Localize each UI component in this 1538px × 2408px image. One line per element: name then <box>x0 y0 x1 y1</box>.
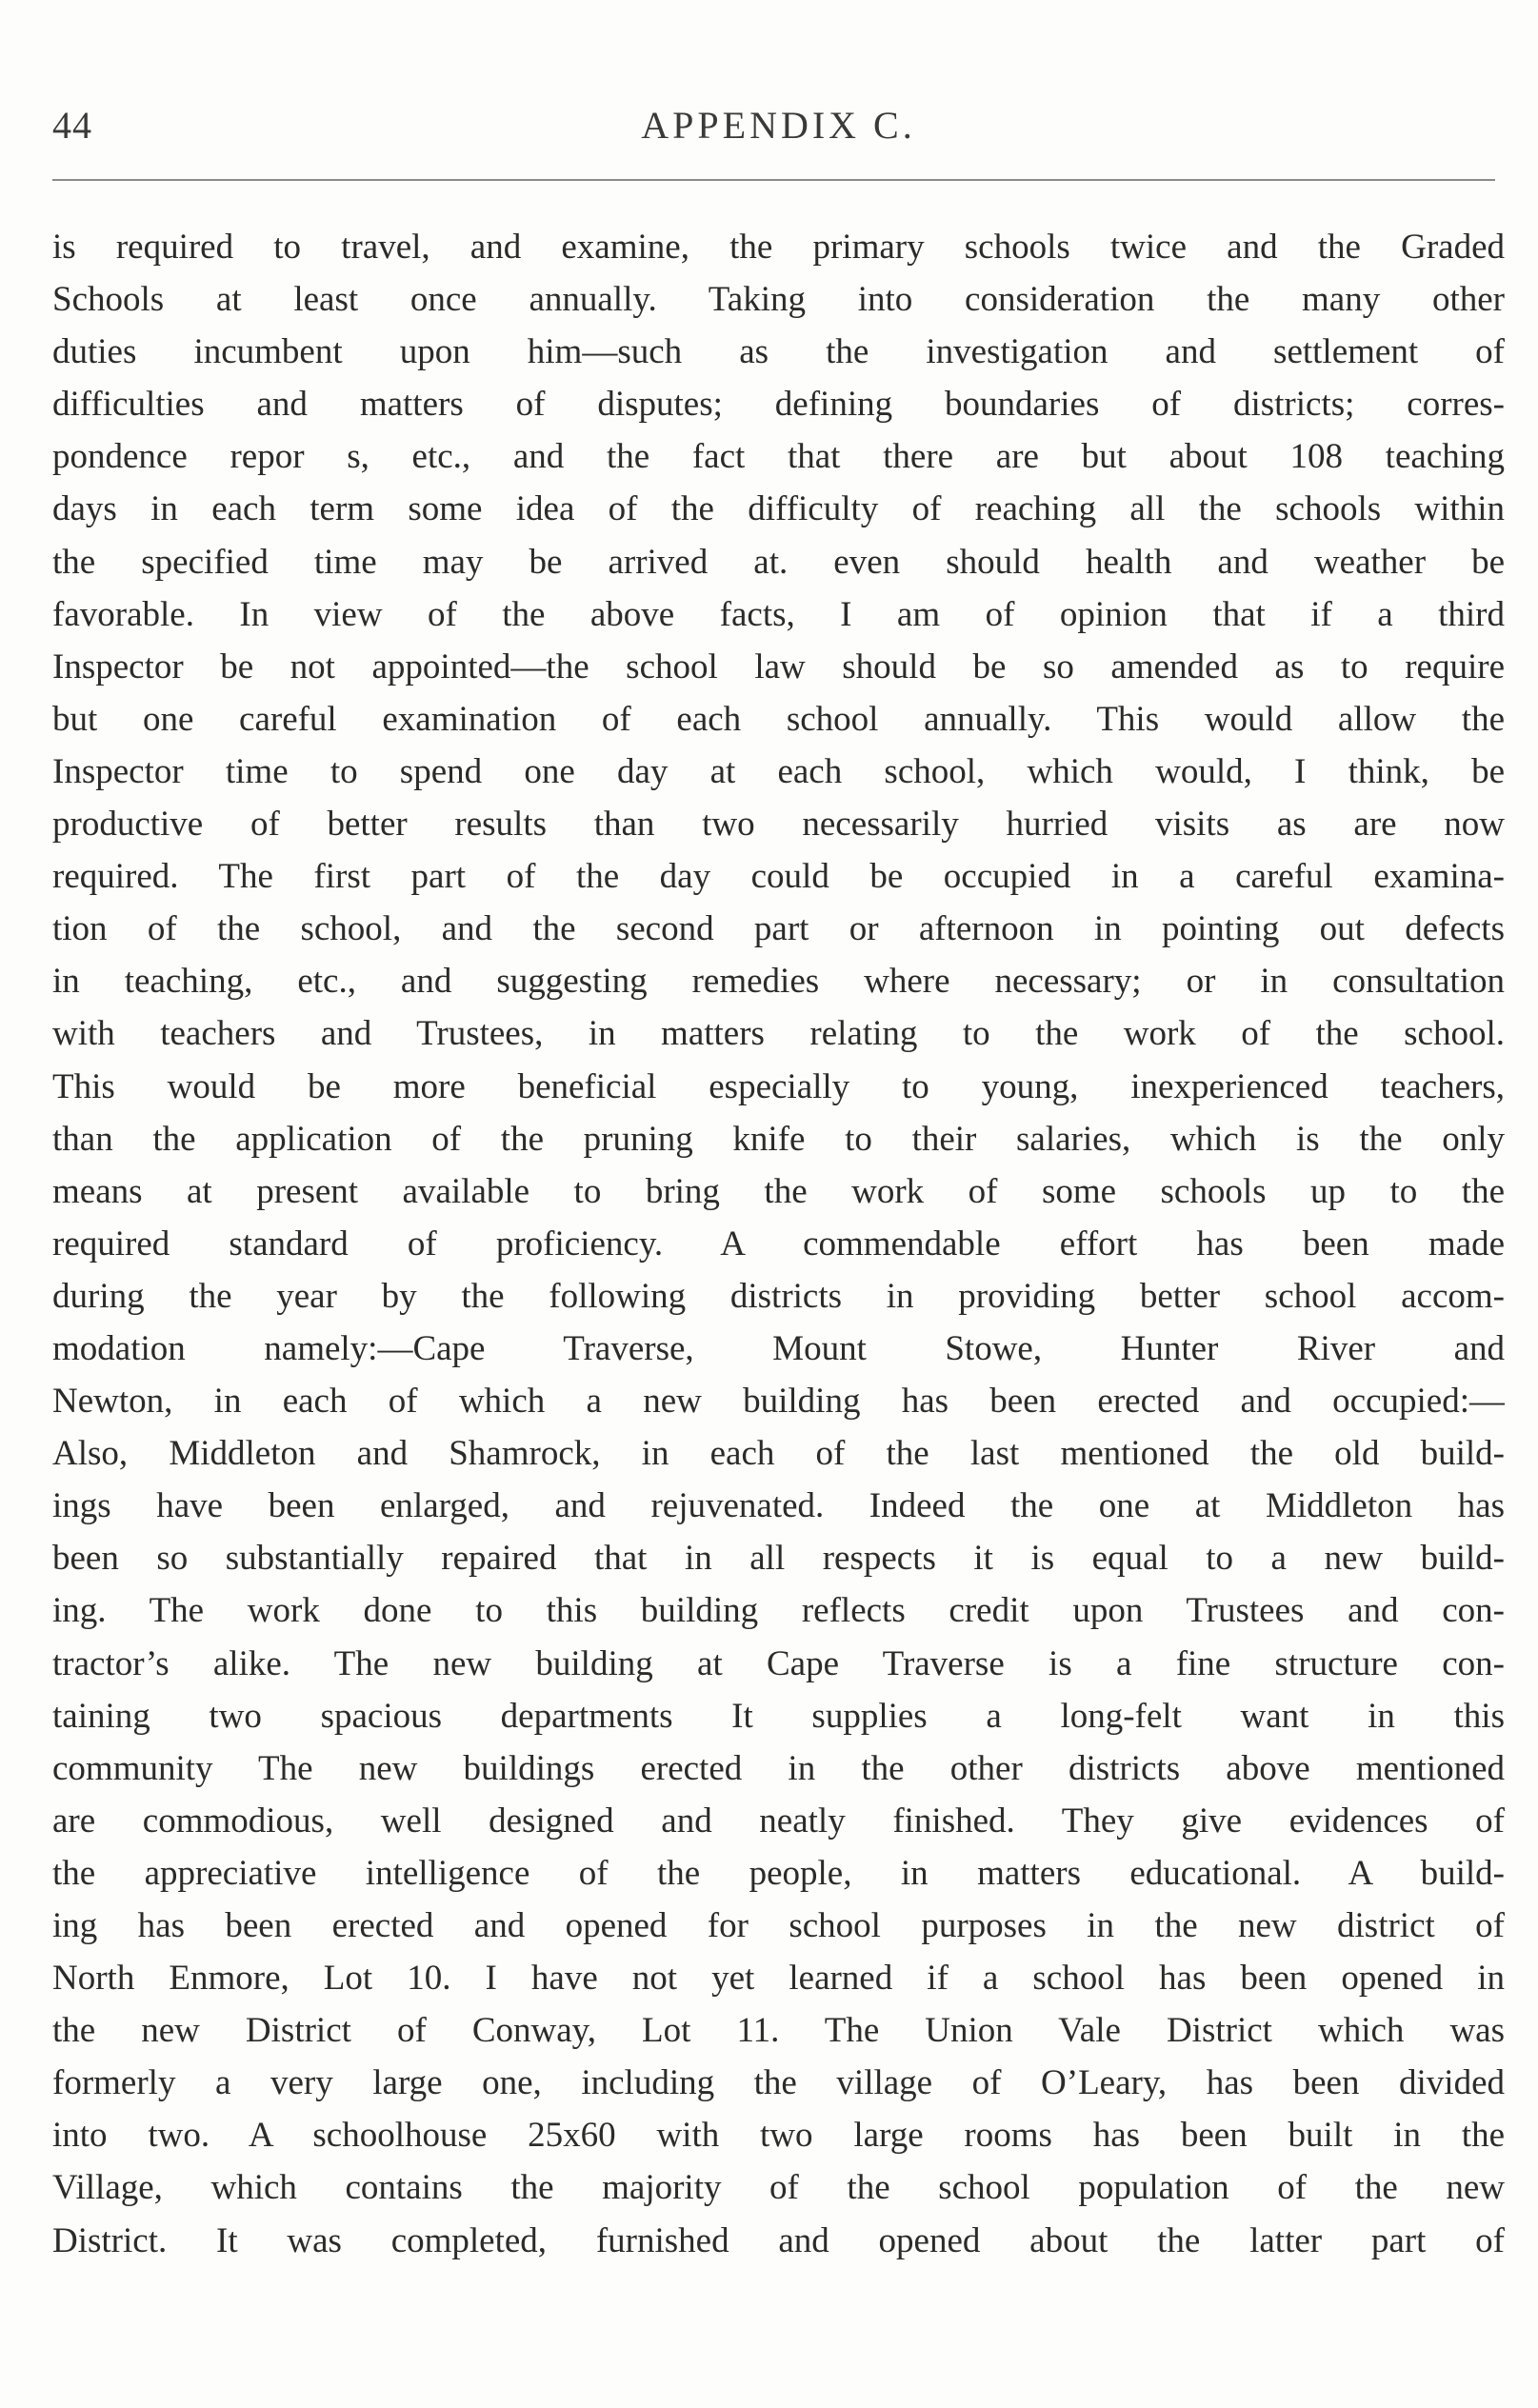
text-line: favorable. In view of the above facts, I am of opinion that if a third <box>52 594 1505 634</box>
text-line: in teaching, etc., and suggesting remedies where necessary; or in consultation <box>52 962 1505 1002</box>
header-rule <box>52 179 1495 181</box>
text-line: duties incumbent upon him—such as the investigation and settlement of <box>52 332 1505 372</box>
text-line: been so substantially repaired that in all respects it is equal to a new build- <box>52 1539 1505 1579</box>
text-line: District. It was completed, furnished and opened about the latter part of <box>52 2220 1505 2260</box>
text-line: tion of the school, and the second part or afternoon in pointing out defects <box>52 909 1505 949</box>
text-line: community The new buildings erected in the other districts above mentioned <box>52 1748 1505 1788</box>
text-line: the new District of Conway, Lot 11. The Union Vale District which was <box>52 2011 1505 2051</box>
text-line: Village, which contains the majority of the school population of the new <box>52 2168 1505 2208</box>
text-line: pondence repor s, etc., and the fact that there are but about 108 teaching <box>52 437 1505 477</box>
page-number: 44 <box>52 104 92 147</box>
body-text <box>52 221 1505 2267</box>
text-line: during the year by the following districts in providing better school accom- <box>52 1276 1505 1316</box>
text-line: North Enmore, Lot 10. I have not yet learned if a school has been opened in <box>52 1959 1505 1999</box>
text-line: the appreciative intelligence of the people, in matters educational. A build- <box>52 1853 1505 1893</box>
text-line: with teachers and Trustees, in matters relating to the work of the school. <box>52 1014 1505 1054</box>
text-line: are commodious, well designed and neatly finished. They give evidences of <box>52 1801 1505 1841</box>
text-line: Also, Middleton and Shamrock, in each of the last mentioned the old build- <box>52 1434 1505 1474</box>
text-line: taining two spacious departments It supplies a long-felt want in this <box>52 1696 1505 1736</box>
text-line: but one careful examination of each school annually. This would allow the <box>52 699 1505 739</box>
text-line: productive of better results than two necessarily hurried visits as are now <box>52 805 1505 845</box>
text-line: Newton, in each of which a new building has been erected and occupied:— <box>52 1382 1505 1422</box>
text-line: ing has been erected and opened for school purposes in the new district of <box>52 1906 1505 1945</box>
text-line: difficulties and matters of disputes; defining boundaries of districts; corres- <box>52 385 1505 425</box>
text-line: required. The first part of the day could be occupied in a careful examina- <box>52 857 1505 897</box>
text-line: the specified time may be arrived at. even should health and weather be <box>52 542 1505 582</box>
text-line: ings have been enlarged, and rejuvenated. Indeed the one at Middleton has <box>52 1486 1505 1526</box>
text-line: tractor’s alike. The new building at Cape Traverse is a fine structure con- <box>52 1643 1505 1683</box>
text-line: required standard of proficiency. A commendable effort has been made <box>52 1224 1505 1264</box>
text-line: means at present available to bring the work of some schools up to the <box>52 1171 1505 1211</box>
text-line: into two. A schoolhouse 25x60 with two large rooms has been built in the <box>52 2116 1505 2156</box>
text-line: Inspector time to spend one day at each school, which would, I think, be <box>52 751 1505 791</box>
text-line: formerly a very large one, including the village of O’Leary, has been divided <box>52 2063 1505 2103</box>
text-line: days in each term some idea of the difficulty of reaching all the schools within <box>52 489 1505 529</box>
running-head: APPENDIX C. <box>641 104 916 147</box>
text-line: ing. The work done to this building reflects credit upon Trustees and con- <box>52 1591 1505 1631</box>
page-header <box>52 103 1505 160</box>
text-line: This would be more beneficial especially to young, inexperienced teachers, <box>52 1066 1505 1106</box>
text-line: Schools at least once annually. Taking into consideration the many other <box>52 280 1505 320</box>
text-line: Inspector be not appointed—the school law should be so amended as to require <box>52 647 1505 687</box>
text-line: than the application of the pruning knife to their salaries, which is the only <box>52 1119 1505 1159</box>
text-line: is required to travel, and examine, the primary schools twice and the Graded <box>52 228 1505 267</box>
text-line: modation namely:—Cape Traverse, Mount Stowe, Hunter River and <box>52 1328 1505 1368</box>
